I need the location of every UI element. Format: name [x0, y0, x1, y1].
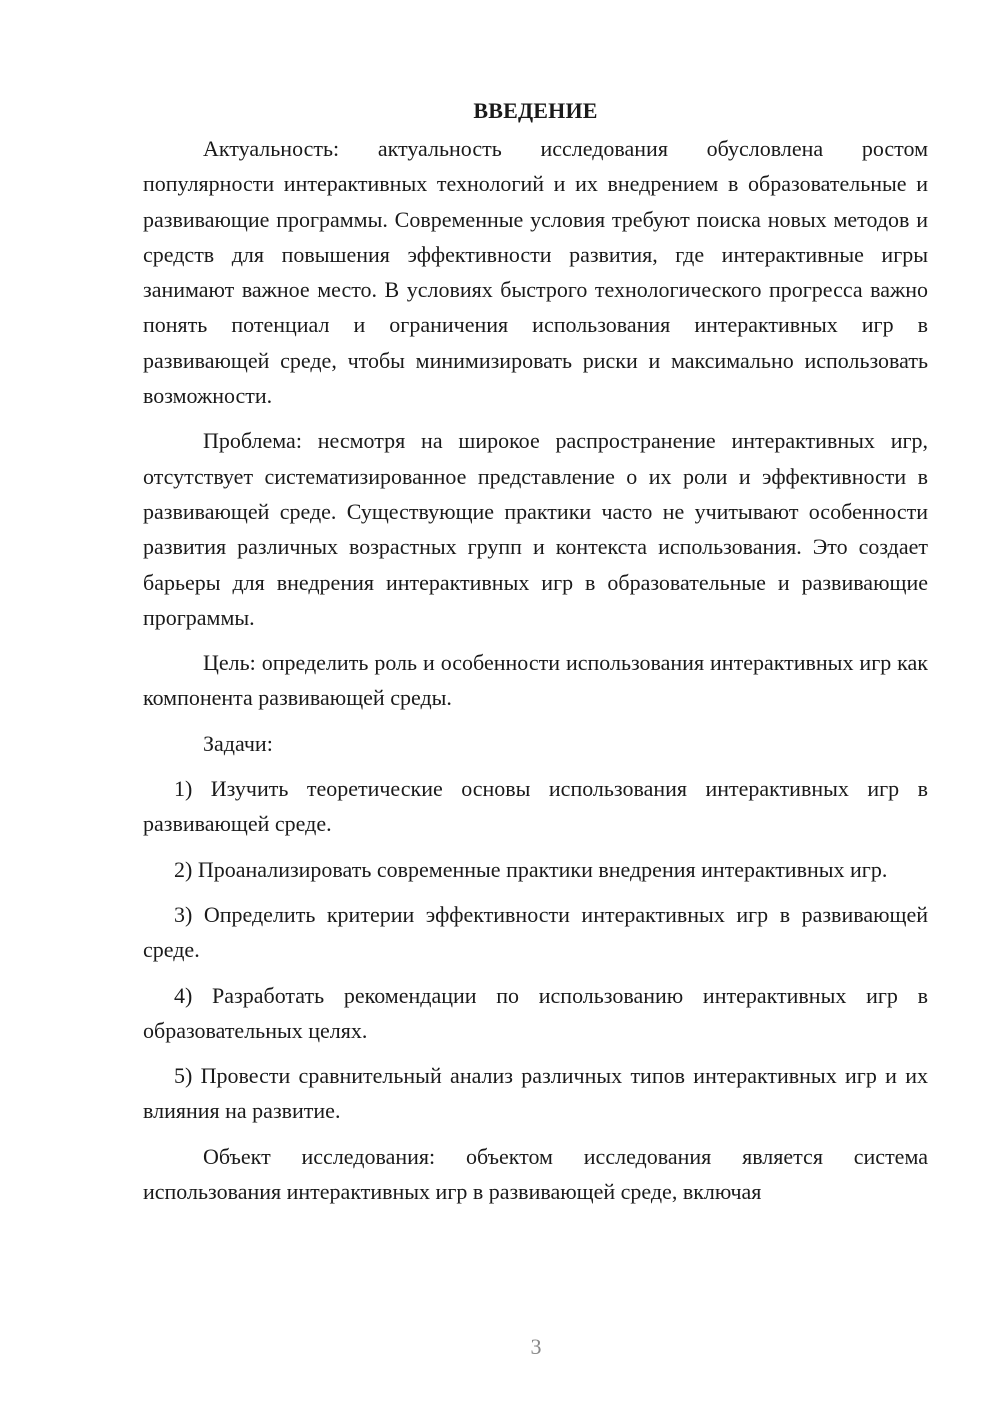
paragraph-goal: Цель: определить роль и особенности использования интерактивных игр как компонента развивающей среды.	[143, 650, 928, 711]
paragraph-relevance: Актуальность: актуальность исследования обусловлена ростом популярности интерактивных технологий и их внедрением в образовательные и развивающие программы. Современные условия требуют поиска новых методов и средств для повышения эффективности развития, где интерактивные игры занимают важное место. В условиях быстрого технологического прогресса важно понять потенциал и ограничения использования интерактивных игр в развивающей среде, чтобы минимизировать риски и максимально использовать возможности.	[143, 136, 928, 409]
tasks-heading: Задачи:	[203, 730, 273, 756]
task-item: 4) Разработать рекомендации по использованию интерактивных игр в образовательных целях.	[143, 982, 928, 1043]
task-item: 2) Проанализировать современные практики внедрения интерактивных игр.	[174, 856, 888, 882]
task-item: 3) Определить критерии эффективности интерактивных игр в развивающей среде.	[143, 901, 928, 963]
page-title: ВВЕДЕНИЕ	[473, 98, 598, 123]
paragraph-object: Объект исследования: объектом исследования является система использования интерактивных игр в развивающей среде, включая	[143, 1143, 928, 1205]
task-list	[143, 771, 928, 1129]
task-item: 1) Изучить теоретические основы использования интерактивных игр в развивающей среде.	[143, 776, 928, 837]
task-item: 5) Провести сравнительный анализ различных типов интерактивных игр и их влияния на развитие.	[143, 1063, 928, 1124]
page-number: 3	[530, 1334, 542, 1359]
paragraph-problem: Проблема: несмотря на широкое распространение интерактивных игр, отсутствует систематизированное представление о их роли и эффективности в развивающей среде. Существующие практики часто не учитывают особенности развития различных возрастных групп и контекста использования. Это создает барьеры для внедрения интерактивных игр в образовательные и развивающие программы.	[143, 428, 928, 630]
document-page	[143, 96, 928, 1209]
